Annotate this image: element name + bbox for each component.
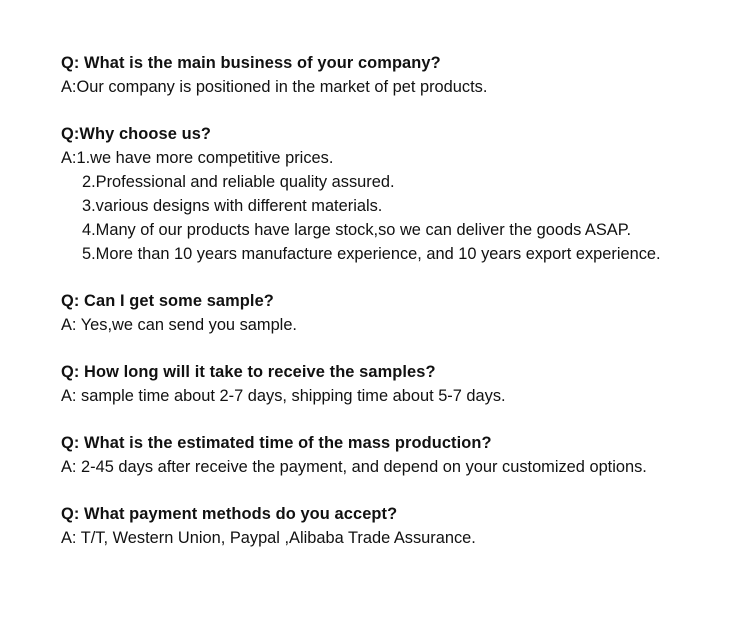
- faq-question: Q: What payment methods do you accept?: [61, 505, 398, 523]
- faq-answer: A:1.we have more competitive prices.: [61, 149, 334, 167]
- faq-item-main-business: [61, 51, 741, 99]
- faq-item-why-choose-us: [61, 122, 741, 266]
- faq-item-sample: [61, 289, 741, 337]
- faq-answer-point: 5.More than 10 years manufacture experience, and 10 years export experience.: [82, 245, 661, 263]
- faq-answer: A:Our company is positioned in the market of pet products.: [61, 78, 488, 96]
- faq-item-payment-methods: [61, 502, 741, 550]
- faq-section: [61, 51, 741, 573]
- faq-item-production-time: [61, 431, 741, 479]
- faq-answer: A: sample time about 2-7 days, shipping time about 5-7 days.: [61, 387, 506, 405]
- faq-answer: A: Yes,we can send you sample.: [61, 316, 297, 334]
- faq-question: Q: What is the main business of your company?: [61, 54, 441, 72]
- faq-question: Q: Can I get some sample?: [61, 292, 274, 310]
- faq-question: Q: What is the estimated time of the mass production?: [61, 434, 492, 452]
- faq-answer-point: 4.Many of our products have large stock,so we can deliver the goods ASAP.: [82, 221, 632, 239]
- faq-answer: A: T/T, Western Union, Paypal ,Alibaba Trade Assurance.: [61, 529, 476, 547]
- faq-answer: A: 2-45 days after receive the payment, and depend on your customized options.: [61, 458, 647, 476]
- faq-question: Q: How long will it take to receive the samples?: [61, 363, 436, 381]
- faq-question: Q:Why choose us?: [61, 125, 212, 143]
- faq-answer-point: 2.Professional and reliable quality assured.: [82, 173, 395, 191]
- faq-item-sample-time: [61, 360, 741, 408]
- faq-answer-point: 3.various designs with different materials.: [82, 197, 383, 215]
